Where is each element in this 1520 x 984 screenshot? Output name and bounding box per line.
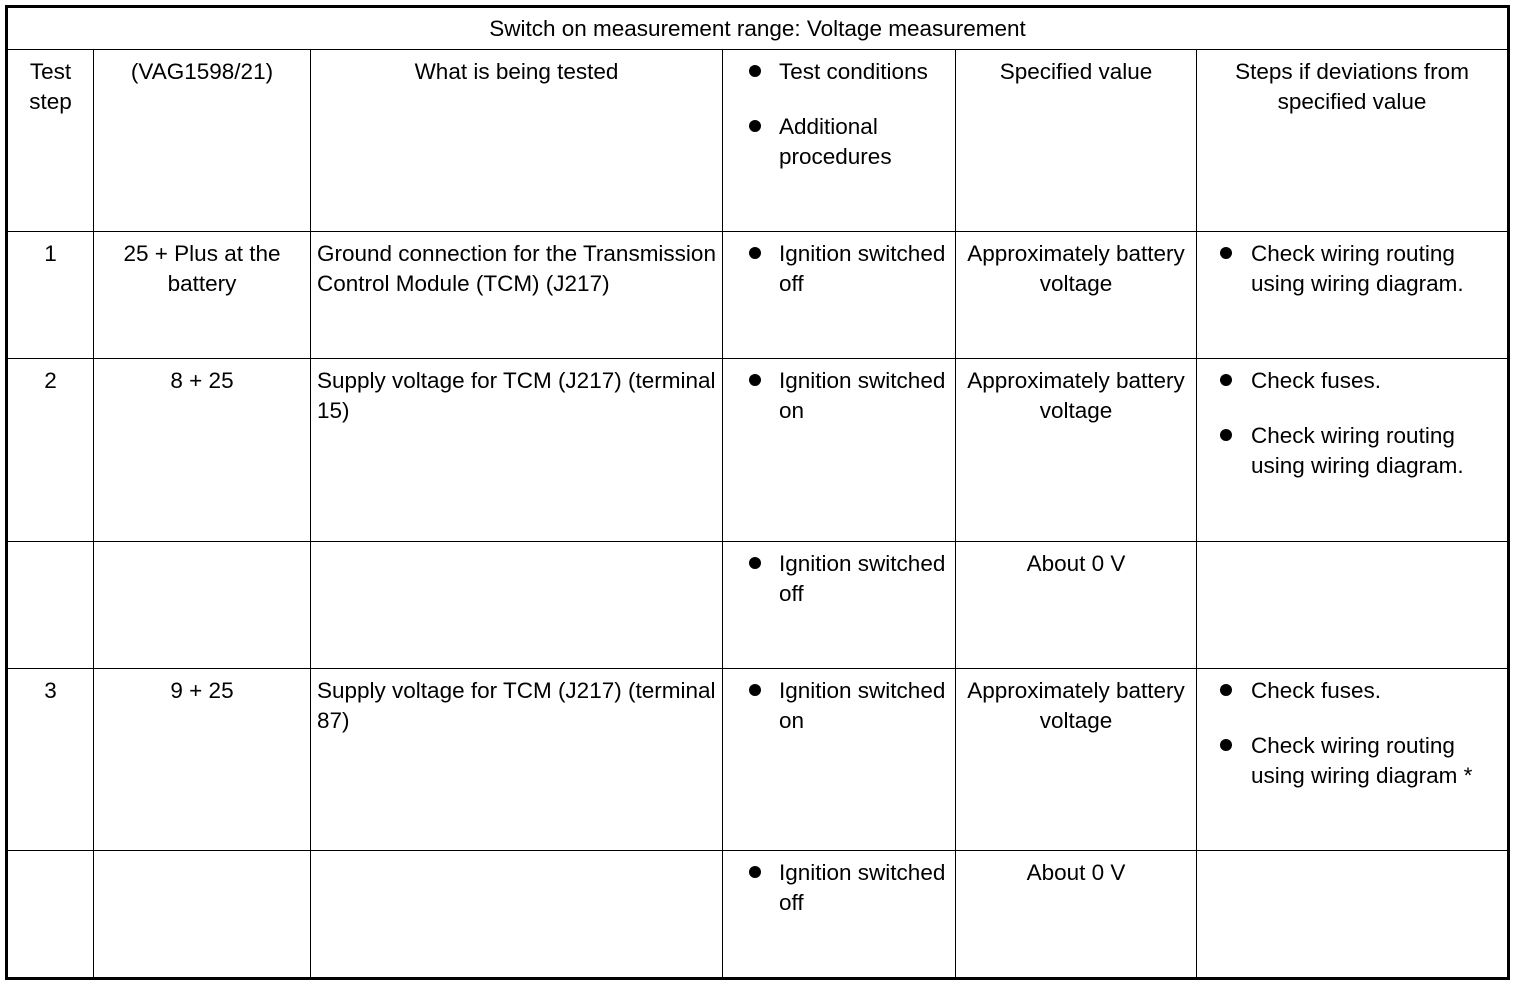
bullet-icon [749,374,761,386]
cell-specified-value: About 0 V [956,851,1197,979]
cell-what-tested [311,542,723,669]
header-additional-procedures: Additional procedures [779,114,892,169]
cell-what-tested: Ground connection for the Transmission Control Module (TCM) (J217) [311,232,723,359]
step-text: Check fuses. [1251,368,1382,393]
step-text: Check wiring routing using wiring diagram. [1251,241,1464,296]
bullet-icon [1220,684,1232,696]
cell-what-tested: Supply voltage for TCM (J217) (terminal 87) [311,669,723,851]
step-text: Check fuses. [1251,678,1382,703]
cell-specified-value: Approximately battery voltage [956,359,1197,542]
bullet-icon [749,247,761,259]
cell-test-step: 2 [7,359,94,542]
cell-test-step: 1 [7,232,94,359]
cell-steps-list [1203,366,1501,481]
cell-steps [1197,851,1509,979]
list-item [729,57,949,87]
cell-steps [1197,669,1509,851]
bullet-icon [749,65,761,77]
bullet-icon [749,557,761,569]
cell-steps [1197,232,1509,359]
header-what-tested: What is being tested [311,50,723,232]
cell-conditions-list [729,858,949,918]
cell-specified-value: Approximately battery voltage [956,669,1197,851]
list-item [729,676,949,736]
header-conditions [723,50,956,232]
table-row [7,851,1509,979]
list-item [1203,731,1501,791]
header-conditions-list [729,57,949,172]
condition-text: Ignition switched off [779,551,946,606]
test-table [5,5,1510,980]
cell-what-tested [311,851,723,979]
cell-steps [1197,359,1509,542]
cell-conditions-list [729,676,949,736]
header-vag: (VAG1598/21) [94,50,311,232]
table-row [7,542,1509,669]
cell-specified-value: Approximately battery voltage [956,232,1197,359]
cell-conditions [723,359,956,542]
header-test-conditions: Test conditions [779,59,928,84]
cell-vag: 9 + 25 [94,669,311,851]
list-item [729,112,949,172]
cell-conditions [723,669,956,851]
title-row [7,7,1509,50]
cell-what-tested: Supply voltage for TCM (J217) (terminal 15) [311,359,723,542]
cell-test-step [7,851,94,979]
bullet-icon [749,120,761,132]
cell-conditions [723,232,956,359]
cell-test-step: 3 [7,669,94,851]
table-body [7,232,1509,979]
header-steps-if-deviation: Steps if deviations from specified value [1197,50,1509,232]
table-row [7,359,1509,542]
cell-steps [1197,542,1509,669]
table-row [7,669,1509,851]
bullet-icon [749,684,761,696]
condition-text: Ignition switched off [779,860,946,915]
cell-specified-value: About 0 V [956,542,1197,669]
cell-vag: 8 + 25 [94,359,311,542]
cell-steps-list [1203,239,1501,299]
cell-conditions-list [729,366,949,426]
cell-conditions-list [729,239,949,299]
list-item [729,239,949,299]
list-item [1203,676,1501,706]
condition-text: Ignition switched on [779,678,946,733]
cell-vag: 25 + Plus at the battery [94,232,311,359]
table-row [7,232,1509,359]
cell-steps-list [1203,676,1501,791]
list-item [1203,366,1501,396]
bullet-icon [749,866,761,878]
bullet-icon [1220,247,1232,259]
header-row [7,50,1509,232]
cell-vag [94,851,311,979]
list-item [729,549,949,609]
step-text: Check wiring routing using wiring diagram * [1251,733,1473,788]
condition-text: Ignition switched off [779,241,946,296]
cell-conditions [723,542,956,669]
header-test-step: Test step [7,50,94,232]
condition-text: Ignition switched on [779,368,946,423]
header-specified-value: Specified value [956,50,1197,232]
bullet-icon [1220,429,1232,441]
list-item [1203,421,1501,481]
cell-vag [94,542,311,669]
table-title: Switch on measurement range: Voltage measurement [7,7,1509,50]
cell-conditions [723,851,956,979]
bullet-icon [1220,739,1232,751]
list-item [729,366,949,426]
cell-test-step [7,542,94,669]
step-text: Check wiring routing using wiring diagram. [1251,423,1464,478]
bullet-icon [1220,374,1232,386]
list-item [729,858,949,918]
list-item [1203,239,1501,299]
cell-conditions-list [729,549,949,609]
